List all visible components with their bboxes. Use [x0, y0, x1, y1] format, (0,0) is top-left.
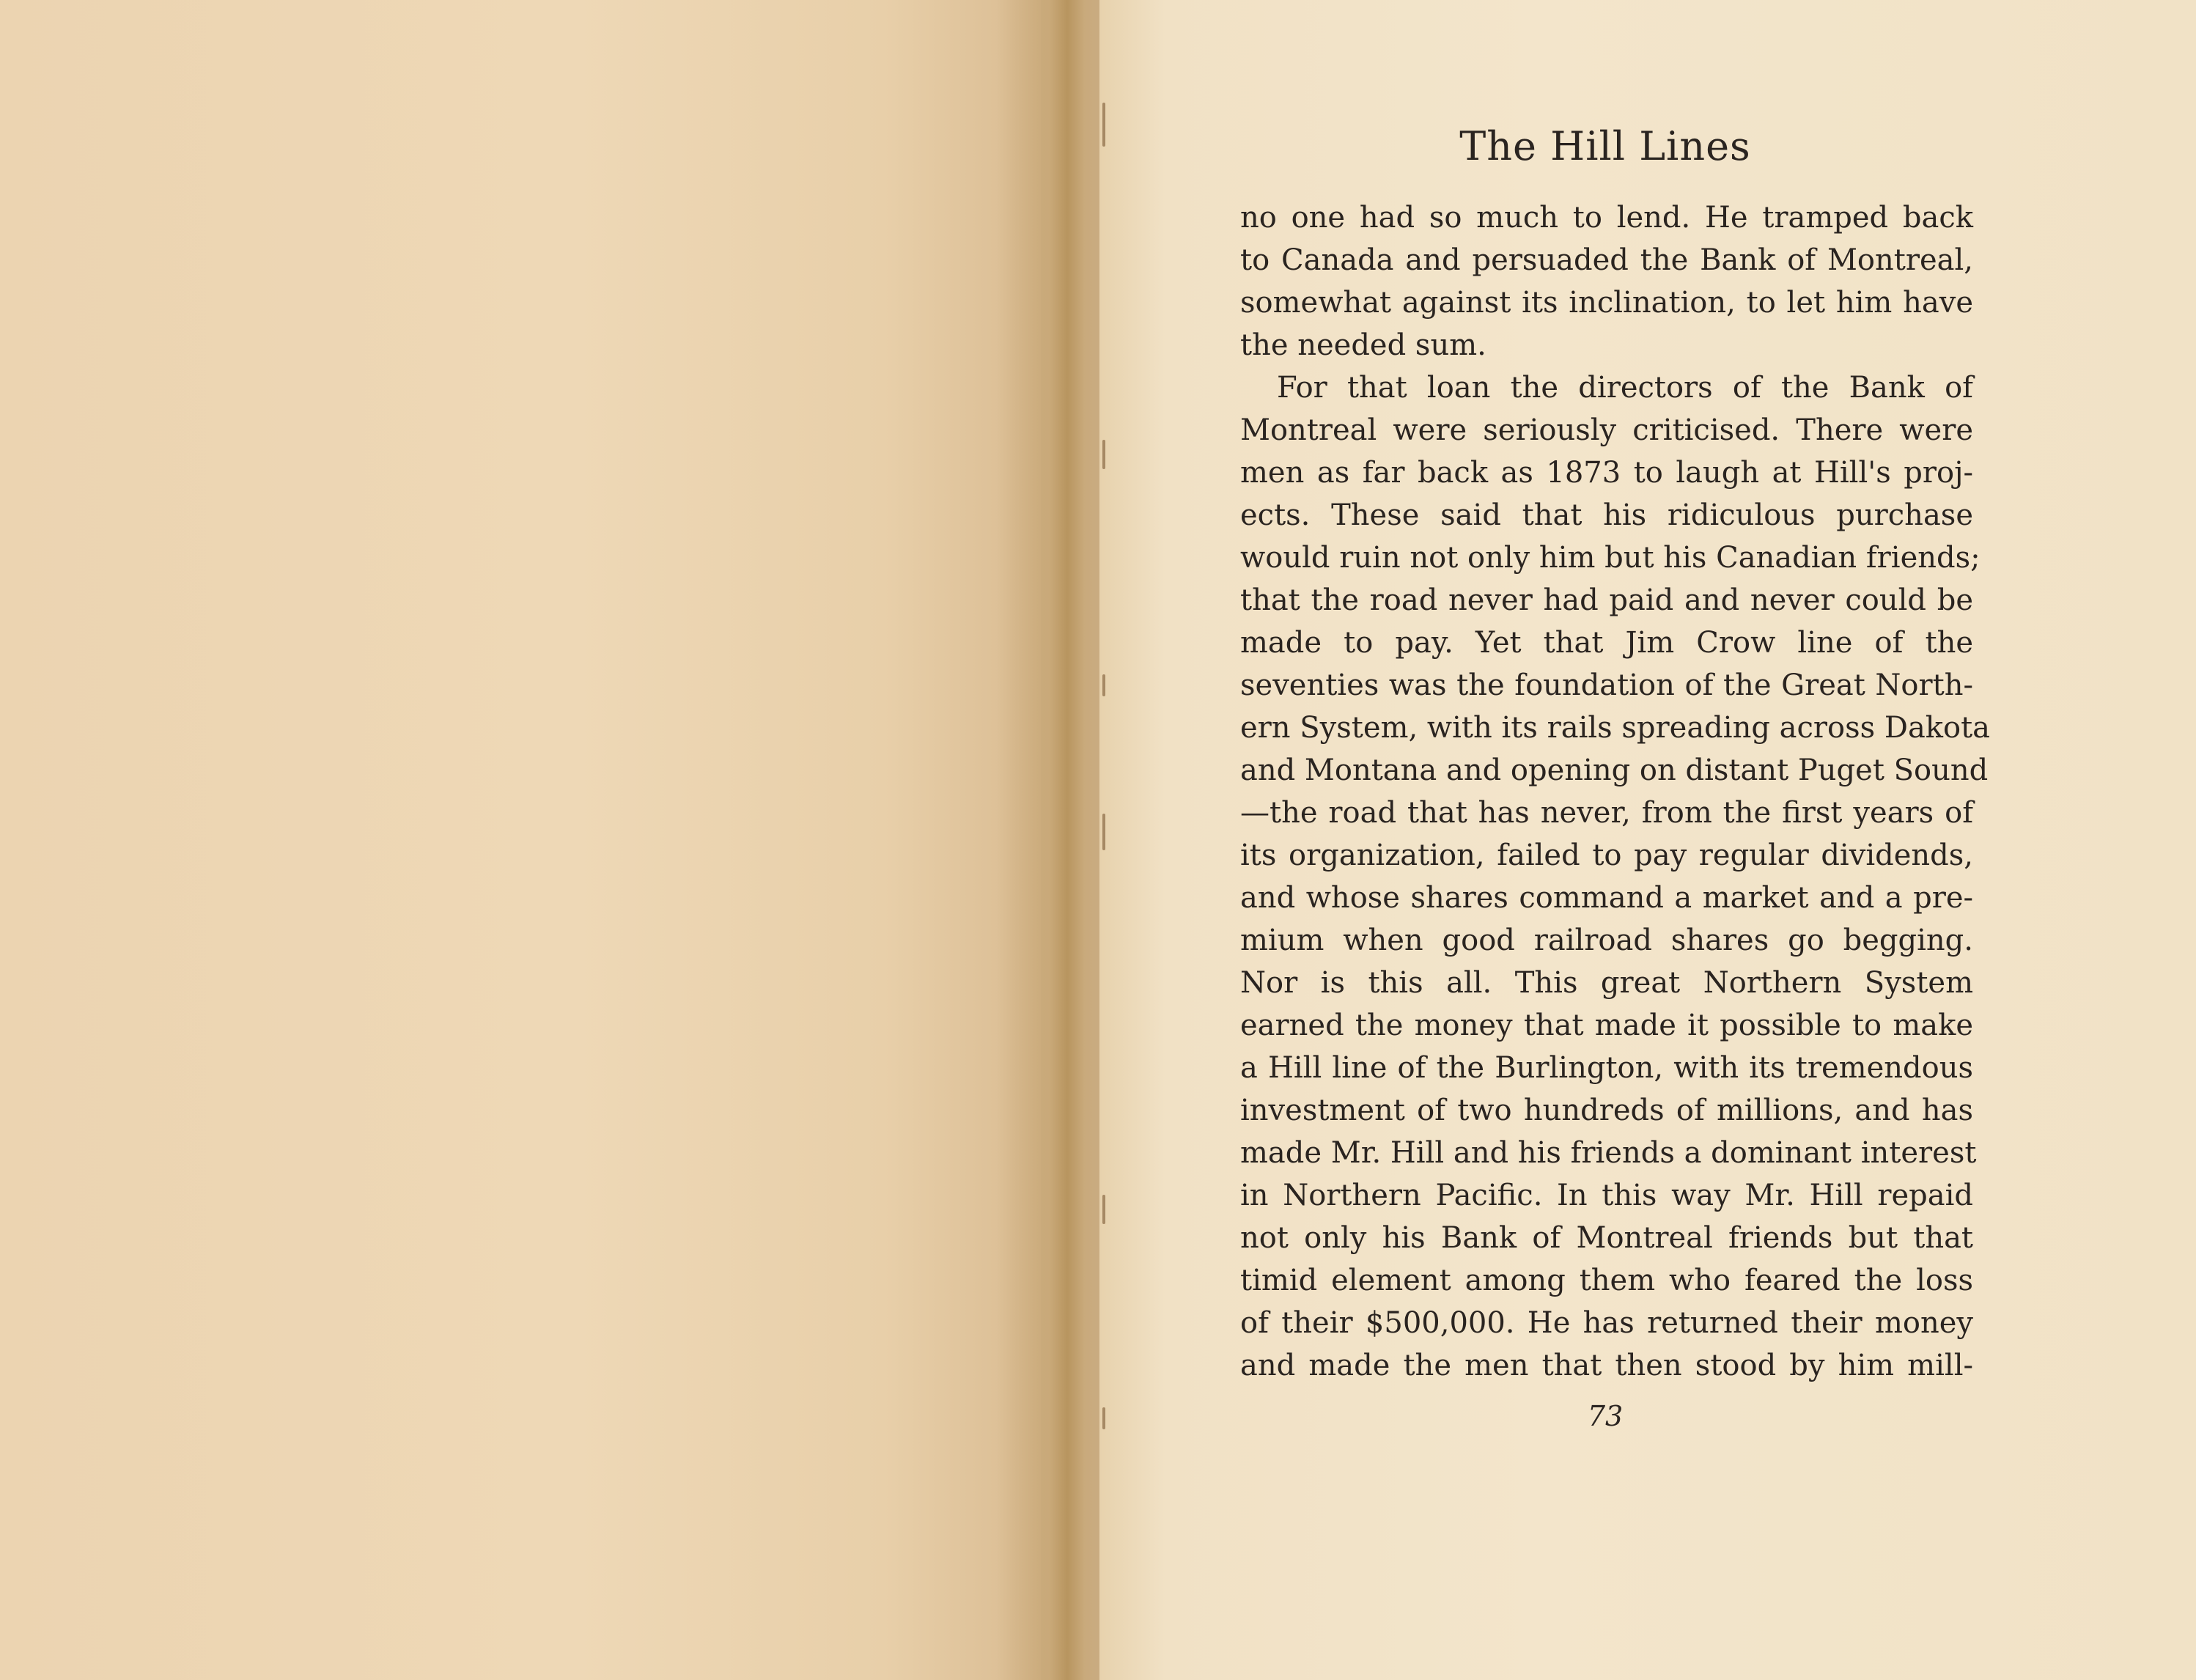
page-number: 73	[1587, 1400, 1624, 1432]
text-line: earned the money that made it possible to make	[1240, 1009, 1973, 1042]
text-line: and Montana and opening on distant Puget Sound	[1240, 754, 1989, 787]
text-line: and whose shares command a market and a pre-	[1240, 881, 1973, 915]
text-line: not only his Bank of Montreal friends but that	[1240, 1221, 1973, 1255]
text-line: mium when good railroad shares go begging.	[1240, 924, 1973, 957]
running-head: The Hill Lines	[1459, 123, 1751, 169]
text-line: men as far back as 1873 to laugh at Hill's proj-	[1240, 456, 1973, 490]
book-gutter	[997, 0, 1114, 1680]
page-edge-mark	[1102, 103, 1105, 147]
page-edge-mark	[1102, 674, 1105, 696]
text-line: that the road never had paid and never could be	[1240, 583, 1973, 617]
text-line: in Northern Pacific. In this way Mr. Hill repaid	[1240, 1179, 1973, 1212]
text-line: and made the men that then stood by him mill-	[1240, 1349, 1973, 1382]
page-edge-mark	[1102, 1195, 1105, 1224]
text-line: investment of two hundreds of millions, and has	[1240, 1094, 1973, 1127]
text-line: timid element among them who feared the loss	[1240, 1264, 1973, 1297]
text-line: the needed sum.	[1240, 328, 1486, 362]
page-edge-mark	[1102, 440, 1105, 469]
text-line: made to pay. Yet that Jim Crow line of the	[1240, 626, 1973, 660]
text-line: somewhat against its inclination, to let him have	[1240, 286, 1973, 320]
text-line: ern System, with its rails spreading across Dakota	[1240, 711, 1991, 745]
text-line: seventies was the foundation of the Great North-	[1240, 668, 1973, 702]
text-line: no one had so much to lend. He tramped back	[1240, 201, 1973, 235]
text-line: For that loan the directors of the Bank of	[1277, 371, 1973, 405]
text-line: Nor is this all. This great Northern System	[1240, 966, 1973, 1000]
text-line: ects. These said that his ridiculous purchase	[1240, 498, 1973, 532]
text-line: made Mr. Hill and his friends a dominant interest	[1240, 1136, 1977, 1170]
text-line: Montreal were seriously criticised. There were	[1240, 413, 1973, 447]
page-edge-mark	[1102, 814, 1105, 850]
text-line: would ruin not only him but his Canadian friends;	[1240, 541, 1981, 575]
text-line: to Canada and persuaded the Bank of Montreal,	[1240, 243, 1973, 277]
page-edge-mark	[1102, 1407, 1105, 1429]
text-line: a Hill line of the Burlington, with its tremendous	[1240, 1051, 1973, 1085]
text-line: its organization, failed to pay regular dividends,	[1240, 839, 1973, 872]
body-text	[1240, 196, 1991, 1387]
text-line: of their $500,000. He has returned their money	[1240, 1306, 1973, 1340]
left-page-blank	[0, 0, 1041, 1680]
text-line: —the road that has never, from the first years of	[1240, 796, 1973, 830]
